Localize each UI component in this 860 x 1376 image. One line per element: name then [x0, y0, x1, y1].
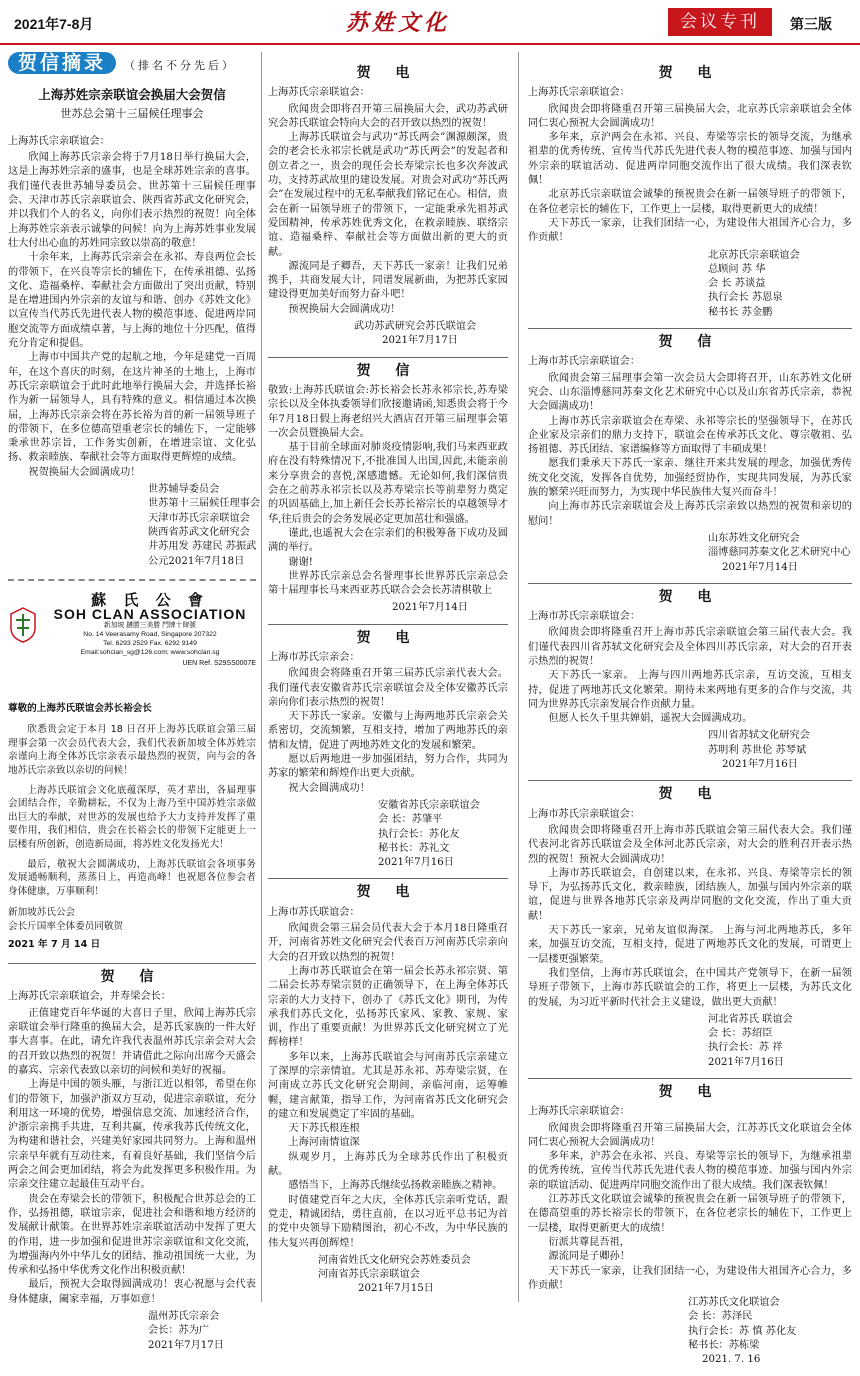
paragraph: 上海苏氏联谊会与武功“苏氏两会”渊源颇深，贵会的老会长永祁宗长就是武功“苏氏两会”的发起者和创立者之一，贵会的现任会长寿梁宗长也多次奔波武功，支持苏武故里的建设发展。对贵会对武功“苏氏两会”在发展过程中的无私奉献我们铭记在心。相信，贵会在新一届领导班子的带领下，一定能秉承先祖苏武爱国精神，传承苏姓优秀文化，在救亲睦族、联络宗谊、造福桑梓、奉献社会等方面做出新的更大的贡献。 [268, 132, 508, 258]
signature-line: 会 长：苏肇平 [378, 814, 443, 826]
section-badge: 贺信摘录 [8, 52, 116, 74]
masthead [0, 0, 860, 44]
signature-line: 秘书长 苏金鹏 [708, 306, 773, 318]
signature-line: 会 长：苏绍臣 [708, 1028, 773, 1040]
article-separator [8, 963, 256, 964]
salutation: 上海苏氏宗亲联谊会： [528, 87, 630, 99]
salutation: 尊敬的上海苏氏联谊会苏长裕会长 [8, 702, 152, 714]
paragraph: 天下苏氏一家亲。 上海与四川两地苏氏宗亲，互访交流，互相支持，促进了两地苏氏文化繁荣。期待未来两地有更多的合作与交流，共同为世界苏氏宗亲发展合作贡献力量。 [528, 670, 852, 710]
column-divider [261, 52, 262, 1302]
signature-line: 2021年7月17日 [382, 335, 458, 347]
paragraph: 上海市苏氏宗亲联谊会在寿梁、永祁等宗长的坚强领导下，在苏氏企业家及宗亲们的鼎力支持下，联谊会在传承苏氏文化、尊宗敬祖、弘扬祖德、苏氏团结、家谱编修等方面取得了丰硕成果！ [528, 415, 852, 456]
paragraph: 祝贺换届大会圆满成功！ [28, 466, 141, 478]
article-title: 贺 电 [356, 65, 420, 81]
telegram-beijing [528, 66, 852, 320]
signature-line: 江苏苏氏文化联谊会 [688, 1297, 780, 1309]
letterhead-uen: UEN Ref. S29SS0007E [182, 660, 256, 668]
salutation: 上海市苏氏宗亲联谊会： [528, 611, 641, 623]
article-separator [528, 780, 852, 781]
signature-line: 山东苏姓文化研究会 [708, 532, 800, 544]
paragraph: 感悟当下，上海苏氏继续弘扬救亲睦族之精神。 [288, 1180, 503, 1192]
paragraph: 多年来，沪苏会在永祁、兴良、寿梁等宗长的领导下，为继承祖辈的优秀传统、宣传当代苏氏先进代表人物的模范事迹、加强与国内外宗亲的联谊活动、促进两岸同胞交流作出了很大成绩。我们深表钦佩！ [528, 1151, 852, 1191]
letterhead-sub: 新加坡 鏈勝三美勝 門牌十肆號 [103, 622, 197, 630]
signature-line: 天津市苏氏宗亲联谊会 [148, 512, 250, 524]
paragraph: 欣闻贵会即将隆重召开第三届换届大会，北京苏氏宗亲联谊会全体同仁衷心预祝大会圆满成功！ [528, 103, 852, 129]
paragraph: 源流同是子卿孙！ [548, 1251, 630, 1263]
section-header [8, 52, 256, 74]
signature-line: 井苏用发 苏建民 苏振武 [148, 541, 257, 553]
telegram-hebei [528, 787, 852, 1070]
clan-emblem-icon [8, 606, 38, 644]
paragraph: 天下苏氏一家亲，让我们团结一心，为建设伟大祖国齐心合力，多作贡献！ [528, 1265, 852, 1291]
signature-block [268, 601, 508, 615]
signature-line: 世苏辅导委员会 [148, 484, 220, 496]
paragraph: 十余年来，上海苏氏宗亲会在永祁、寿良两位会长的带领下，在兴良等宗长的辅佐下，在传承祖德、弘扬文化、造福桑梓、奉献社会方面做出了突出贡献，特别是在增进国内外宗亲的友谊与和谐、创办《苏姓文化》以宣传当代苏氏先进代表人物的模范事迹、促进两岸同胞交流等方面成绩卓著，与上海的地位十分匹配，值得充分肯定和提倡。 [8, 252, 256, 350]
newspaper-logo: 苏姓文化 [346, 10, 451, 36]
article-separator [268, 357, 508, 358]
page-headline: 上海苏姓宗亲联谊会换届大会贺信 [38, 87, 226, 103]
paragraph: 基于目前全球面对肺炎疫情影响,我们马来西亚政府在没有特殊情况下,不批准国人出国,因此,未能亲前来分享贵会的喜悦,深感遗憾。无论如何,我们深信贵会在之前苏永祁宗长以及苏寿梁宗长等前辈努力奠定的巩固基础上,加上新任会长苏长裕宗长的卓越领导才华,往后贵会的会务发展必定更加茁壮和强盛。 [268, 442, 508, 525]
paragraph: 世界苏氏宗亲总会名誉理事长世界苏氏宗亲总会第十届理事长马来西亚苏氏联合会会长苏清棋敬上 [268, 570, 508, 597]
singapore-letter [8, 579, 256, 951]
article-title: 贺 电 [658, 65, 722, 81]
signature-line: 会 长：苏泽民 [688, 1311, 753, 1323]
paragraph: 纵观岁月，上海苏氏为全球苏氏作出了积极贡献。 [268, 1151, 508, 1178]
paragraph: 但愿人长久千里共婵娟，遥祝大会圆满成功。 [548, 713, 753, 725]
signature-line: 武功苏武研究会苏氏联谊会 [354, 321, 477, 333]
paragraph: 欣闻贵会第三届理事会第一次会员大会即将召开，山东苏姓文化研究会、山东淄博慈同苏秦文化艺术研究中心以及山东省苏氏宗亲，恭祝大会圆满成功！ [528, 372, 852, 413]
letter-shisu [8, 135, 261, 569]
signature-line: 四川省苏轼文化研究会 [708, 730, 810, 742]
article-title: 贺 电 [658, 786, 722, 803]
signature-line: 陕西省苏武文化研究会 [148, 526, 250, 538]
salutation: 上海苏氏宗亲联谊会： [8, 135, 110, 147]
signature-line: 河南省苏氏宗亲联谊会 [318, 1269, 420, 1281]
column-divider [518, 52, 519, 1302]
signature-block [528, 249, 852, 320]
letterhead-email: Email:sohclan_sg@126.com; www.sohclan.sg [80, 649, 220, 657]
signature-line: 执行会长：苏化友 [378, 828, 460, 840]
article-title: 贺 电 [356, 884, 420, 901]
paragraph: 愿我们秉承天下苏氏一家亲、继往开来共发展的理念，加强优秀传统文化交流，发挥各自优势，加强经贸协作，实现共同发展，为苏氏家族的繁荣兴旺而努力，为实现中华民族伟大复兴而奋斗！ [528, 458, 852, 499]
signature-line: 2021年7月15日 [358, 1283, 434, 1295]
signature-line: 2021. 7. 16 [702, 1354, 761, 1366]
signature-line: 秘书长：苏栋梁 [688, 1340, 760, 1352]
article-title: 贺 信 [658, 334, 722, 351]
article-title: 贺 信 [356, 362, 420, 379]
telegram-henan [268, 885, 508, 1296]
paragraph: 衍派共尊昆吾祖， [548, 1236, 630, 1248]
paragraph: 上海苏氏联谊会文化底蕴深厚，英才辈出，各届理事会团结合作，辛勤耕耘，不仅为上海乃至中国苏姓宗亲做出巨大的奉献，对世苏的发展也给予大力支持并发挥了重要作用，我们相信，贵会在长裕会长的带领下定能更上一层楼有所创新，创造新局面，将苏姓文化发扬光大！ [8, 784, 256, 851]
paragraph: 谢谢! [288, 556, 313, 568]
paragraph: 欣闻上海苏氏宗亲会将于7月18日举行换届大会，这是上海苏姓宗亲的盛事，也是全球苏姓宗亲的喜事。我们谨代表世苏辅导委员会、世苏第十三届候任理事会、天津市苏氏宗亲联谊会、陕西省苏武文化研究会，并以我们个人的名义，向你们表示热烈的祝贺！向全体上海苏姓宗亲表示诚挚的问候！向为上海苏姓事业发展壮大付出心血的苏姓同宗致以崇高的敬意！ [8, 152, 256, 249]
letterhead-tel: Tel. 6293 2529 Fax. 6292 9149 [103, 640, 197, 648]
article-title: 贺 信 [100, 969, 164, 986]
telegram-anhui [268, 631, 508, 871]
signature-line: 苏明利 苏世伦 苏琴斌 [708, 744, 807, 756]
paragraph: 天下苏氏一家亲，让我们团结一心，为建设伟大祖国齐心合力，多作贡献！ [528, 217, 852, 244]
letterhead-address: No. 14 Veerasamy Road, Singapore 207322 [83, 631, 217, 639]
salutation: 上海苏氏宗亲联谊会，并寿梁会长： [8, 991, 171, 1003]
telegram-wugong [268, 66, 508, 349]
section-banner: 会议专刊 [668, 8, 772, 36]
signature-line: 执行会长：苏 慎 苏化友 [688, 1325, 797, 1337]
signature-line: 2021年7月14日 [392, 602, 468, 614]
paragraph: 多年来，京沪两会在永祁、兴良、寿梁等宗长的领导交流，为继承祖辈的优秀传统、宣传当代苏氏先进代表人物的模范事迹、加强与国内外宗亲的联谊活动、促进两岸同胞交流作出了很大成绩。我们深表钦佩！ [528, 132, 852, 187]
paragraph: 江苏苏氏文化联谊会诚挚的预祝贵会在新一届领导班子的带领下，在德高望重的苏长裕宗长的带领下，在各位老宗长的辅佐下，工作更上一层楼，取得更新更大的成绩！ [528, 1194, 852, 1234]
page-subhead: 世苏总会第十三届候任理事会 [60, 106, 204, 120]
letterhead-name-en: SOH CLAN ASSOCIATION [53, 606, 247, 623]
paragraph: 多年以来，上海苏氏联谊会与河南苏氏宗亲建立了深厚的宗亲情谊。尤其是苏永祁、苏寿梁宗贤，在河南成立苏氏文化研究会期间，亲临河南，运筹帷幄，建言献策，指导工作，为河南省苏氏文化研究会的建立和发展奠定了牢固的基础。 [268, 1051, 508, 1120]
article-separator [268, 878, 508, 879]
article-title: 贺 电 [356, 629, 420, 646]
signature-block [8, 483, 261, 569]
paragraph: 上海河南情谊深 [288, 1137, 360, 1149]
paragraph: 敬致:上海苏氏联谊会:苏长裕会长苏永祁宗长,苏寿梁宗长以及全体执委领导们欣接邀请函,知悉贵会将于今年7月18日假上海老绍兴大酒店召开第三届理事会第一次会员暨换届大会。 [268, 384, 508, 439]
paragraph: 最后，敬祝大会圆满成功，上海苏氏联谊会各项事务发展通畅顺利，蒸蒸日上，再造高峰！也祝愿各位参会者身体健康，万事顺利！ [8, 858, 256, 897]
paragraph: 贵会在寿梁会长的带领下，积极配合世苏总会的工作，弘扬祖德，联谊宗亲，促进社会和谐和地方经济的发展献计献策。在世界苏姓宗亲联谊活动中发挥了更大的作用，进一步加强和促进世苏宗亲联谊和文化交流，为增强海内外中华儿女的团结、推动祖国统一大业，为传承和弘扬中华优秀文化作出积极贡献！ [8, 1193, 256, 1277]
salutation: 上海苏氏宗亲联谊会： [528, 1106, 630, 1118]
paragraph: 天下苏氏一家亲，兄弟友谊似海深。 上海与河北两地苏氏，多年来，加强互访交流，互相支持，促进了两地苏氏文化的发展，可谓更上一层楼更强繁荣。 [528, 925, 852, 965]
signature-line: 会 长 苏谈益 [708, 278, 766, 290]
signature-block [528, 532, 852, 575]
letterhead-name: 蘇 氏 公 會 [91, 590, 209, 609]
salutation: 上海市苏氏宗亲会： [268, 651, 360, 663]
signature-line: 北京苏氏宗亲联谊会 [708, 249, 800, 261]
singapore-letter-body [8, 702, 256, 952]
signature-block [8, 1310, 256, 1353]
article-separator [528, 583, 852, 584]
signature-line: 河南省姓氏文化研究会苏姓委员会 [318, 1254, 471, 1266]
paragraph: 预祝换届大会圆满成功！ [288, 303, 401, 315]
signature-block [528, 1013, 852, 1070]
signature-line: 安徽省苏氏宗亲联谊会 [378, 799, 480, 811]
signature-line: 2021年7月16日 [722, 759, 798, 771]
signature-line: 温州苏氏宗亲会 [148, 1311, 220, 1323]
signature-line: 世苏第十三届候任理事会 [148, 498, 261, 510]
paragraph: 谨此,也遥祝大会在宗亲们的积极筹备下成功及圆满的举行。 [268, 527, 508, 554]
masthead-rule [0, 43, 860, 45]
signature-line: 会长斤国率全体委员同敬贺 [8, 921, 124, 932]
article-separator [528, 328, 852, 329]
signature-block [268, 320, 508, 349]
signature-block [268, 1254, 508, 1297]
paragraph: 源流同是子卿吾，天下苏氏一家亲！让我们兄弟携手，共商发展大计，同谱发展新曲，为把苏氏家园建设得更加美好而努力奋斗吧！ [268, 260, 508, 301]
edition-label: 第三版 [790, 16, 832, 32]
paragraph: 上海是中国的领头雁，与浙江近以相邻，希望在你们的带领下，加强沪浙双方互动，促进宗亲联谊，充分利用这一环境的优势，增强信息交流、加速经济合作，沪浙宗亲携手共进，互利共赢，传承我苏氏传统文化，为构建和谐社会，兴建美好家园共同努力。上海和温州宗亲早年就有互动往来，有着良好基础，我们坚信今后两会之间会更加团结，将会为此发挥更多积极作用。为宗亲交往建立起最佳互动平台。 [8, 1079, 256, 1191]
salutation: 上海苏氏宗亲联谊会： [268, 87, 370, 99]
paragraph: 北京苏氏宗亲联谊会诚挚的预祝贵会在新一届领导班子的带领下，在各位老宗长的辅佐下，工作更上一层楼，取得更新更大的成绩！ [528, 189, 852, 215]
signature-line: 2021 年 7 月 14 日 [8, 938, 101, 950]
paragraph: 天下苏氏根连根 [288, 1123, 360, 1135]
signature-line: 2021年7月17日 [148, 1339, 224, 1351]
paragraph: 最后，预祝大会取得圆满成功！衷心祝愿与会代表身体健康，阖家幸福，万事如意！ [8, 1279, 256, 1305]
salutation: 上海市苏氏宗亲联谊会： [528, 808, 641, 820]
paragraph: 正值建党百年华诞的大喜日子里，欣闻上海苏氏宗亲联谊会举行隆重的换届大会，是苏氏家族的一件大好事大喜事。在此，请允许我代表温州苏氏宗亲会对大会的召开致以热烈的祝贺！并请借此之际向出席今天盛会的嘉宾、宗亲代表致以亲切的问候和美好的祝福。 [8, 1007, 256, 1076]
signature-line: 秘书长：苏礼文 [378, 842, 450, 854]
paragraph: 欣闻贵会即将召开第三届换届大会，武功苏武研究会苏氏联谊会特向大会的召开致以热烈的祝贺！ [268, 103, 508, 129]
telegram-jiangsu [528, 1085, 852, 1368]
signature-line: 执行会长：苏 祥 [708, 1042, 783, 1054]
paragraph: 欣闻贵会将隆重召开第三届苏氏宗亲代表大会。我们谨代表安徽省苏氏宗亲联谊会及全体安徽苏氏宗亲向你们表示热烈的祝贺！ [268, 668, 508, 708]
paragraph: 天下苏氏一家亲。安徽与上海两地苏氏宗亲会关系密切，交流频繁，互相支持，增加了两地苏氏的亲情和友情，促进了两地苏姓文化的发展和繁荣。 [268, 711, 508, 751]
paragraph: 愿以后两地进一步加强团结，努力合作，共同为苏家的繁荣和辉煌作出更大贡献。 [268, 754, 508, 780]
paragraph: 欣闻贵会即将隆重召开上海市苏氏宗亲联谊会第三届代表大会。我们谨代表四川省苏轼文化研究会及全体四川苏氏宗亲，对大会的召开表示热烈的祝贺！ [528, 627, 852, 667]
badge-note: （排名不分先后） [124, 59, 237, 72]
paragraph: 欣悉贵会定于本月 18 日召开上海苏氏联谊会第三届理事会第一次会员代表大会，我们代表新加坡全体苏姓宗亲谨向上海全体苏氏宗亲表示最热烈的祝贺，向与会的各地苏氏宗亲致以亲切的问候！ [8, 724, 256, 777]
signature-line: 2021年7月14日 [722, 561, 798, 573]
signature-line: 新加坡苏氏公会 [8, 907, 76, 919]
telegram-sichuan [528, 590, 852, 773]
paragraph: 祝大会圆满成功！ [288, 782, 370, 794]
letterhead [8, 590, 256, 658]
column-3 [528, 52, 852, 1376]
signature-line: 公元2021年7月18日 [148, 555, 245, 567]
signature-line: 执行会长 苏恩泉 [708, 292, 783, 304]
signature-line: 总顾问 苏 华 [708, 263, 766, 275]
column-1 [8, 52, 261, 1361]
issue-date: 2021年7-8月 [14, 16, 94, 32]
paragraph: 我们坚信，上海市苏氏联谊会，在中国共产党领导下，在新一届领导班子带领下，上海市苏氏联谊会的工作，将更上一层楼，为苏氏文化的发展，为习近平新时代社会主义建设，做出更大贡献！ [528, 967, 852, 1008]
signature-block [268, 799, 508, 870]
article-title: 贺 电 [658, 1084, 722, 1100]
signature-line: 淄博慈同苏秦文化艺术研究中心 [708, 547, 851, 559]
paragraph: 上海市中国共产党的起航之地，今年是建党一百周年，在这个喜庆的时刻，在这片神圣的土地上，上海市苏氏宗亲联谊会于此时此地举行换届大会，并选择长裕作为新一届领导人，具有特殊的意义。相信通过本次换届，上海苏氏宗亲会将在苏长裕为首的新一届领导班子的带领下，在多位德高望重老宗长的辅佐下，一定能够秉承世苏宗旨，工作务实创新，在增进宗谊、文化弘扬、救亲睦族、奉献社会等方面取得更辉煌的成绩。 [8, 352, 256, 464]
paragraph: 上海市苏氏联谊会在第一届会长苏永祁宗贤、第二届会长苏寿梁宗贤的正确领导下，在上海全体苏氏宗亲的大力支持下，创办了《苏氏文化》期刊，为传承我们苏氏文化，弘扬苏氏家风、家教、家规、家训，作出了重要贡献！为世界苏氏文化研究树立了光辉榜样！ [268, 965, 508, 1049]
article-title: 贺 电 [658, 588, 722, 605]
letter-shandong [528, 335, 852, 575]
letter-malaysia [268, 364, 508, 616]
paragraph: 欣闻贵会第三届会员代表大会于本月18日隆重召开，河南省苏姓文化研究会代表百万河南苏氏宗亲向大会的召开致以热烈的祝贺！ [268, 923, 508, 963]
paragraph: 向上海市苏氏宗亲联谊会及上海苏氏宗亲致以热烈的祝贺和亲切的慰问！ [528, 501, 852, 527]
letter-wenzhou [8, 970, 256, 1353]
column-2 [268, 52, 508, 1305]
paragraph: 欣闻贵会即将隆重召开上海市苏氏联谊会第三届代表大会。我们谨代表河北省苏氏联谊会及全体河北苏氏宗亲，对大会的胜利召开表示热烈的祝贺！预祝大会圆满成功！ [528, 824, 852, 865]
signature-line: 2021年7月16日 [378, 857, 454, 869]
paragraph: 时值建党百年之大庆，全体苏氏宗亲听党话，跟党走，精诚团结，勇往直前，在以习近平总书记为首的党中央领导下励精图治，初心不改，为中华民族的伟大复兴再创辉煌！ [268, 1194, 508, 1249]
signature-line: 2021年7月16日 [708, 1056, 784, 1068]
article-separator [528, 1078, 852, 1079]
signature-block [528, 1296, 852, 1367]
salutation: 上海市苏氏宗亲联谊会： [528, 356, 641, 368]
paragraph: 欣闻贵会即将隆重召开第三届换届大会，江苏苏氏文化联谊会全体同仁衷心预祝大会圆满成功！ [528, 1122, 852, 1148]
signature-line: 会长：苏为广 [148, 1325, 210, 1337]
signature-line: 河北省苏氏 联谊会 [708, 1013, 793, 1025]
signature-block [528, 729, 852, 772]
paragraph: 上海市苏氏联谊会，自创建以来，在永祁、兴良、寿梁等宗长的领导下，为弘扬苏氏文化，救亲睦族，团结族人，加强与国内外宗亲的联谊，促进与世界各地苏氏宗亲及两岸同胞的文化交流，作出了重大贡献！ [528, 867, 852, 922]
article-separator [268, 624, 508, 625]
salutation: 上海市苏氏联谊会： [268, 906, 360, 918]
